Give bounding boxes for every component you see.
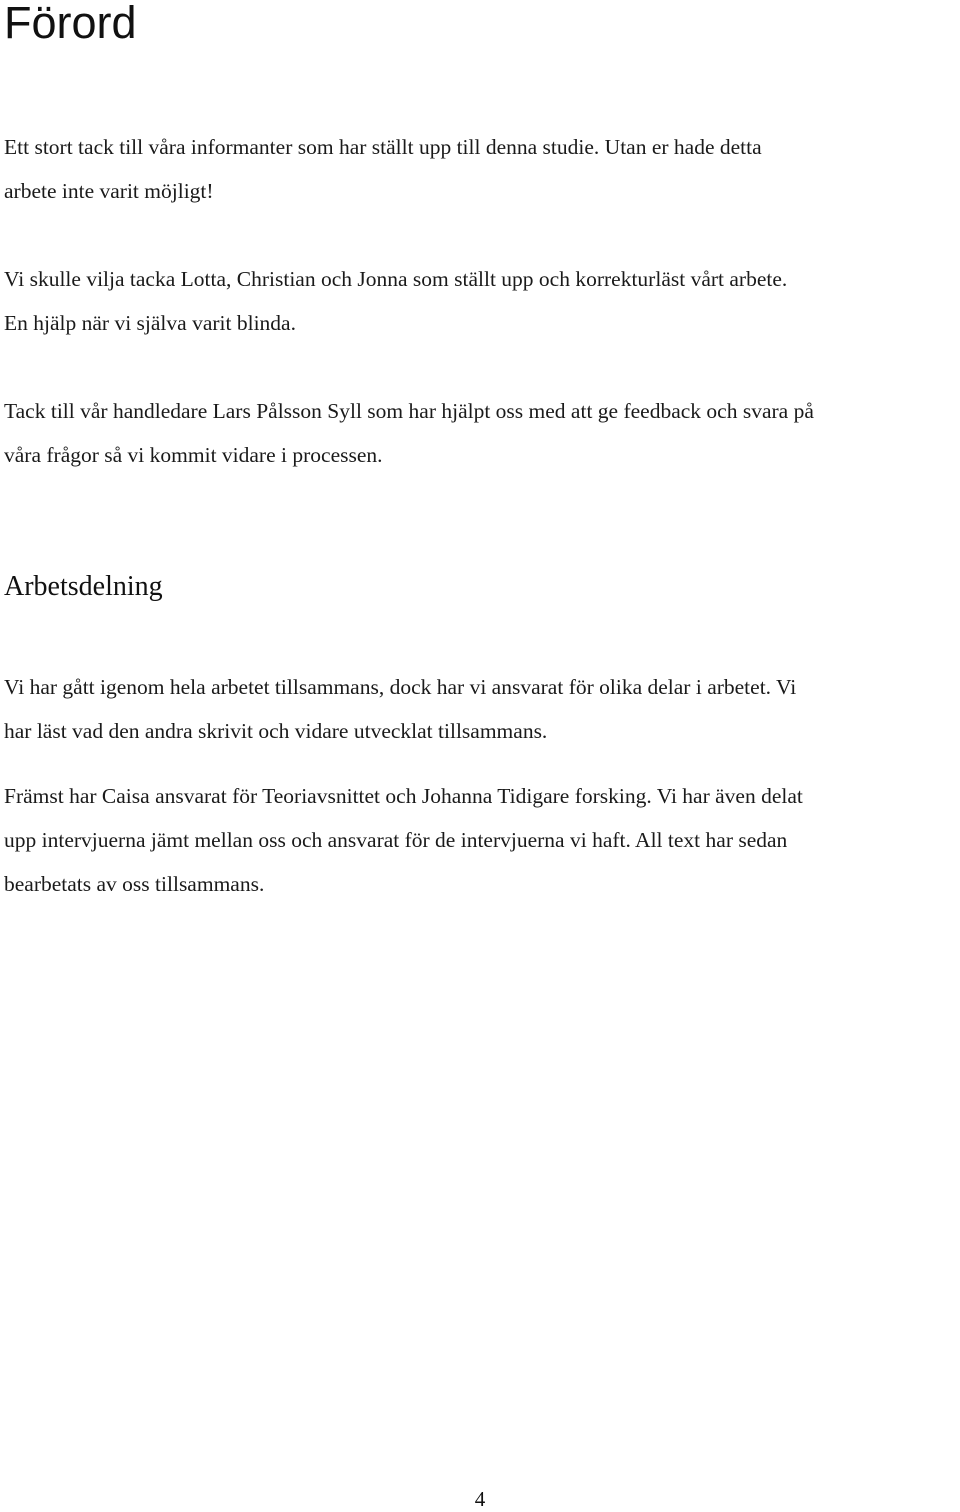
paragraph-thanks-supervisor xyxy=(4,389,959,477)
text-line: Vi skulle vilja tacka Lotta, Christian och Jonna som ställt upp och korrekturläst vårt arbete. xyxy=(4,267,788,291)
text-line: En hjälp när vi själva varit blinda. xyxy=(4,311,296,335)
paragraph-thanks-informants xyxy=(4,125,959,213)
text-line: Främst har Caisa ansvarat för Teoriavsnittet och Johanna Tidigare forsking. Vi har även delat xyxy=(4,784,803,808)
text-line: arbete inte varit möjligt! xyxy=(4,179,214,203)
page-title: Förord xyxy=(4,0,137,48)
text-line: våra frågor så vi kommit vidare i processen. xyxy=(4,443,383,467)
text-line: Ett stort tack till våra informanter som har ställt upp till denna studie. Utan er hade detta xyxy=(4,135,762,159)
text-line: Tack till vår handledare Lars Pålsson Syll som har hjälpt oss med att ge feedback och svara på xyxy=(4,399,814,423)
section-heading-arbetsdelning: Arbetsdelning xyxy=(4,571,163,602)
text-line: upp intervjuerna jämt mellan oss och ansvarat för de intervjuerna vi haft. All text har sedan xyxy=(4,828,788,852)
paragraph-work-division xyxy=(4,774,959,906)
paragraph-thanks-proofreaders xyxy=(4,257,959,345)
text-line: har läst vad den andra skrivit och vidare utvecklat tillsammans. xyxy=(4,719,548,743)
paragraph-work-together xyxy=(4,665,959,753)
text-line: Vi har gått igenom hela arbetet tillsammans, dock har vi ansvarat för olika delar i arbetet. Vi xyxy=(4,675,797,699)
page-number: 4 xyxy=(474,1487,486,1511)
text-line: bearbetats av oss tillsammans. xyxy=(4,872,265,896)
